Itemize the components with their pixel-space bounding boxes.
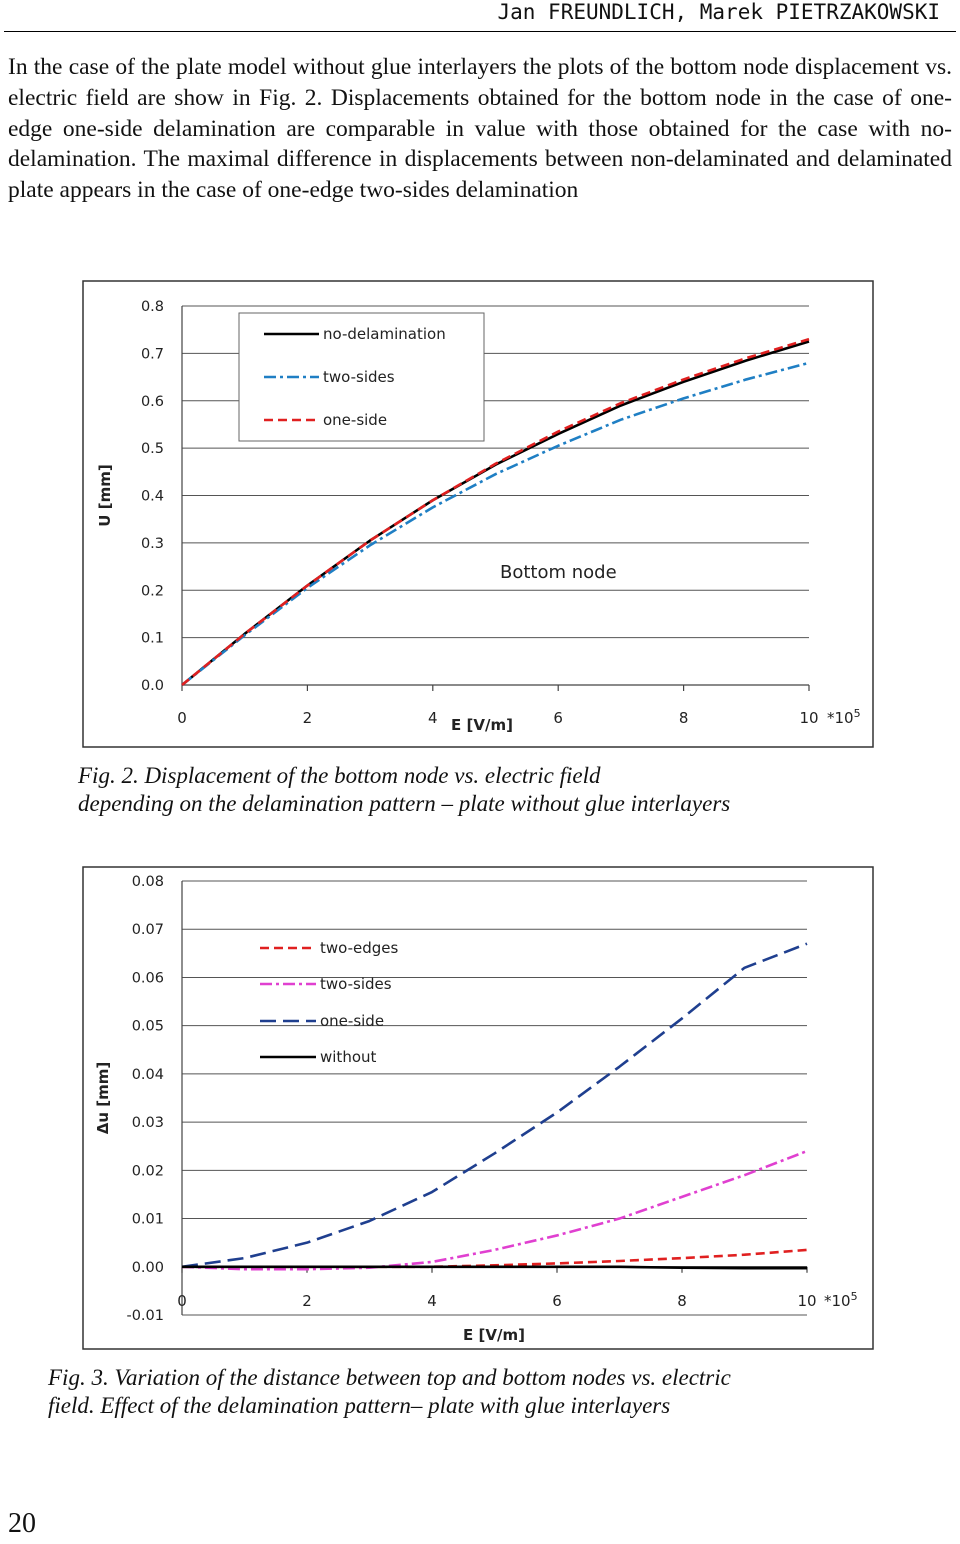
figure-2-chart: [82, 280, 874, 748]
x-scale-label: $*10^5$: [827, 707, 861, 727]
figure-3: [82, 866, 874, 1350]
chart-frame: [83, 867, 873, 1349]
x-scale-label: $*10^5$: [824, 1290, 858, 1310]
body-paragraph: In the case of the plate model without glue interlayers the plots of the bottom node displacement vs. electric field are show in Fig. 2. Displacements obtained for the bottom node in the case of one-edge one-side delamination are comparable in value with those obtained for the case with no-delamination. The maximal difference in displacements between non-delaminated and delaminated plate appears in the case of one-edge two-sides delamination: [8, 54, 952, 204]
x-tick-label: 2: [302, 709, 313, 727]
header-rule: [4, 31, 956, 32]
figure-2-caption-line2: depending on the delamination pattern – plate without glue interlayers: [78, 791, 731, 816]
y-tick-label: 0.2: [140, 583, 164, 600]
x-axis-title: E [V/m]: [451, 716, 513, 734]
legend-label: two-sides: [323, 368, 395, 386]
y-tick-label: -0.01: [126, 1308, 164, 1324]
legend-label: two-edges: [320, 939, 399, 957]
y-tick-label: 0.7: [140, 346, 164, 363]
y-tick-label: 0.03: [131, 1115, 164, 1132]
figure-3-chart: [82, 866, 874, 1350]
y-tick-label: 0.4: [140, 488, 164, 505]
figure-2-caption: [78, 762, 730, 818]
y-tick-label: 0.3: [140, 535, 164, 552]
figure-3-caption-line1: Fig. 3. Variation of the distance between top and bottom nodes vs. electric: [48, 1365, 731, 1390]
x-tick-label: 6: [553, 709, 563, 727]
x-tick-label: 10: [797, 1292, 817, 1310]
y-tick-label: 0.04: [131, 1066, 164, 1083]
figure-3-caption-line2: field. Effect of the delamination pattern– plate with glue interlayers: [48, 1393, 671, 1418]
y-tick-label: 0.0: [140, 678, 164, 694]
legend-label: without: [320, 1048, 377, 1066]
x-tick-label: 8: [678, 709, 689, 727]
x-tick-label: 10: [799, 709, 819, 727]
x-tick-label: 6: [552, 1292, 562, 1310]
y-tick-label: 0.07: [131, 922, 164, 939]
y-tick-label: 0.1: [140, 630, 164, 647]
y-axis-title: U [mm]: [96, 464, 114, 527]
page-number: 20: [8, 1508, 36, 1539]
legend-label: one-side: [320, 1012, 385, 1030]
x-axis-title: E [V/m]: [463, 1326, 525, 1344]
y-tick-label: 0.6: [140, 393, 164, 410]
y-tick-label: 0.06: [131, 970, 164, 987]
legend-label: two-sides: [320, 975, 392, 993]
chart-annotation: Bottom node: [500, 562, 617, 583]
x-tick-label: 0: [177, 709, 187, 727]
legend-label: one-side: [323, 411, 388, 429]
y-tick-label: 0.02: [131, 1163, 164, 1180]
y-tick-label: 0.00: [131, 1259, 164, 1276]
x-tick-label: 4: [428, 709, 438, 727]
series-line-without: [182, 1267, 807, 1268]
x-tick-label: 8: [677, 1292, 687, 1310]
y-tick-label: 0.08: [131, 874, 164, 890]
x-tick-label: 0: [177, 1292, 187, 1310]
y-tick-label: 0.05: [131, 1018, 164, 1035]
y-tick-label: 0.5: [140, 441, 164, 458]
figure-3-caption: [48, 1364, 731, 1420]
y-tick-label: 0.01: [131, 1211, 164, 1228]
y-axis-title: Δu [mm]: [94, 1061, 112, 1135]
legend-label: no-delamination: [323, 325, 446, 343]
x-tick-label: 4: [427, 1292, 437, 1310]
figure-2-caption-line1: Fig. 2. Displacement of the bottom node vs. electric field: [78, 763, 601, 788]
running-header: Jan FREUNDLICH, Marek PIETRZAKOWSKI: [497, 0, 940, 24]
figure-2: [82, 280, 874, 748]
y-tick-label: 0.8: [140, 299, 164, 315]
x-tick-label: 2: [302, 1292, 312, 1310]
